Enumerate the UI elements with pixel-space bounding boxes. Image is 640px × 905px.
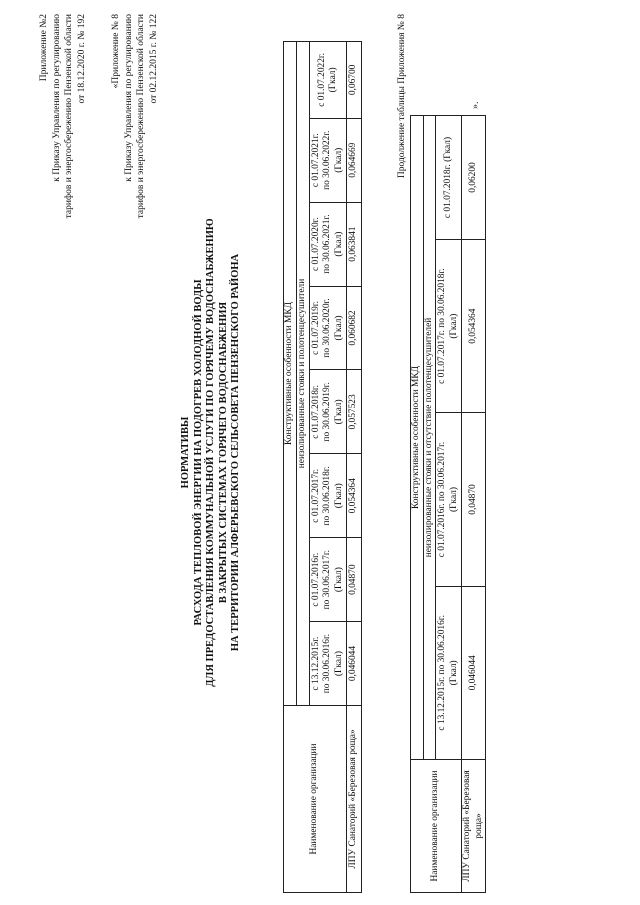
period-header: с 01.07.2018г. по 30.06.2019г. (Гкал) <box>310 370 347 454</box>
norms-table-2 <box>410 115 486 893</box>
period-header: с 01.07.2016г. по 30.06.2017г. (Гкал) <box>436 413 462 586</box>
table-continuation-label: Продолжение таблицы Приложения № 8 <box>397 14 407 179</box>
name-header: Наименование организации <box>284 706 347 893</box>
appendix-8-reference <box>110 14 160 218</box>
norm-value: 0,054364 <box>347 454 362 538</box>
organization-name: ЛПУ Санаторий «Березовая роща» <box>347 706 362 893</box>
appendix-line: тарифов и энергосбережению Пензенской области <box>64 14 74 219</box>
title-line: РАСХОДА ТЕПЛОВОЙ ЭНЕРГИИ НА ПОДОГРЕВ ХОЛОДНОЙ ВОДЫ <box>192 279 204 626</box>
norm-value: 0,054364 <box>462 239 486 412</box>
title-line: НОРМАТИВЫ <box>180 416 191 489</box>
group-header: Конструктивные особенности МКД <box>284 42 297 706</box>
title-line: ДЛЯ ПРЕДОСТАВЛЕНИЯ КОММУНАЛЬНОЙ УСЛУГИ ПО ГОРЯЧЕМУ ВОДОСНАБЖЕНИЮ <box>205 218 217 687</box>
period-header: с 01.07.2022г. (Гкал) <box>310 42 347 119</box>
period-header: с 01.07.2020г. по 30.06.2021г. (Гкал) <box>310 202 347 286</box>
appendix-2-reference <box>38 14 88 218</box>
closing-quote: ». <box>470 101 481 109</box>
title-line: В ЗАКРЫТЫХ СИСТЕМАХ ГОРЯЧЕГО ВОДОСНАБЖЕНИЯ <box>217 301 229 604</box>
period-header: с 13.12.2015г. по 30.06.2016г. (Гкал) <box>310 622 347 706</box>
period-header: с 01.07.2019г. по 30.06.2020г. (Гкал) <box>310 286 347 370</box>
document-title <box>180 0 243 905</box>
appendix-line: «Приложение № 8 <box>111 14 121 89</box>
appendix-line: от 02.12.2015 г. № 122 <box>148 14 159 104</box>
name-header: Наименование организации <box>411 760 462 893</box>
subgroup-header: неизолированные стояки и полотенцесушители <box>297 42 310 706</box>
period-header: с 01.07.2021г. по 30.06.2022г. (Гкал) <box>310 118 347 202</box>
norm-value: 0,057523 <box>347 370 362 454</box>
norms-table-1 <box>283 41 362 893</box>
table-row <box>347 42 362 893</box>
title-line: НА ТЕРРИТОРИИ АЛФЕРЬЕВСКОГО СЕЛЬСОВЕТА ПЕНЗЕНСКОГО РАЙОНА <box>230 253 242 652</box>
period-header: с 01.07.2017г. по 30.06.2018г. (Гкал) <box>436 239 462 412</box>
period-header: с 01.07.2018г. (Гкал) <box>436 116 462 240</box>
appendix-line: Приложение №2 <box>39 14 49 82</box>
norm-value: 0,060682 <box>347 286 362 370</box>
norm-value: 0,046044 <box>347 622 362 706</box>
group-header: Конструктивные особенности МКД <box>411 116 424 760</box>
norm-value: 0,063841 <box>347 202 362 286</box>
norm-value: 0,06700 <box>347 42 362 119</box>
norm-value: 0,06200 <box>462 116 486 240</box>
appendix-line: тарифов и энергосбережению Пензенской области <box>136 14 146 219</box>
norm-value: 0,04870 <box>462 413 486 586</box>
table-row <box>462 116 486 893</box>
appendix-line: к Приказу Управления по регулированию <box>123 14 134 182</box>
norm-value: 0,04870 <box>347 538 362 622</box>
appendix-line: от 18.12.2020 г. № 192 <box>76 14 87 104</box>
norm-value: 0,064669 <box>347 118 362 202</box>
organization-name: ЛПУ Санаторий «Березовая роща» <box>462 760 486 893</box>
norm-value: 0,046044 <box>462 586 486 759</box>
period-header: с 01.07.2017г. по 30.06.2018г. (Гкал) <box>310 454 347 538</box>
appendix-line: к Приказу Управления по регулированию <box>51 14 62 182</box>
period-header: с 13.12.2015г. по 30.06.2016г. (Гкал) <box>436 586 462 759</box>
subgroup-header: неизолированные стояки и отсутствие полотенцесушителей <box>423 116 436 760</box>
period-header: с 01.07.2016г. по 30.06.2017г. (Гкал) <box>310 538 347 622</box>
